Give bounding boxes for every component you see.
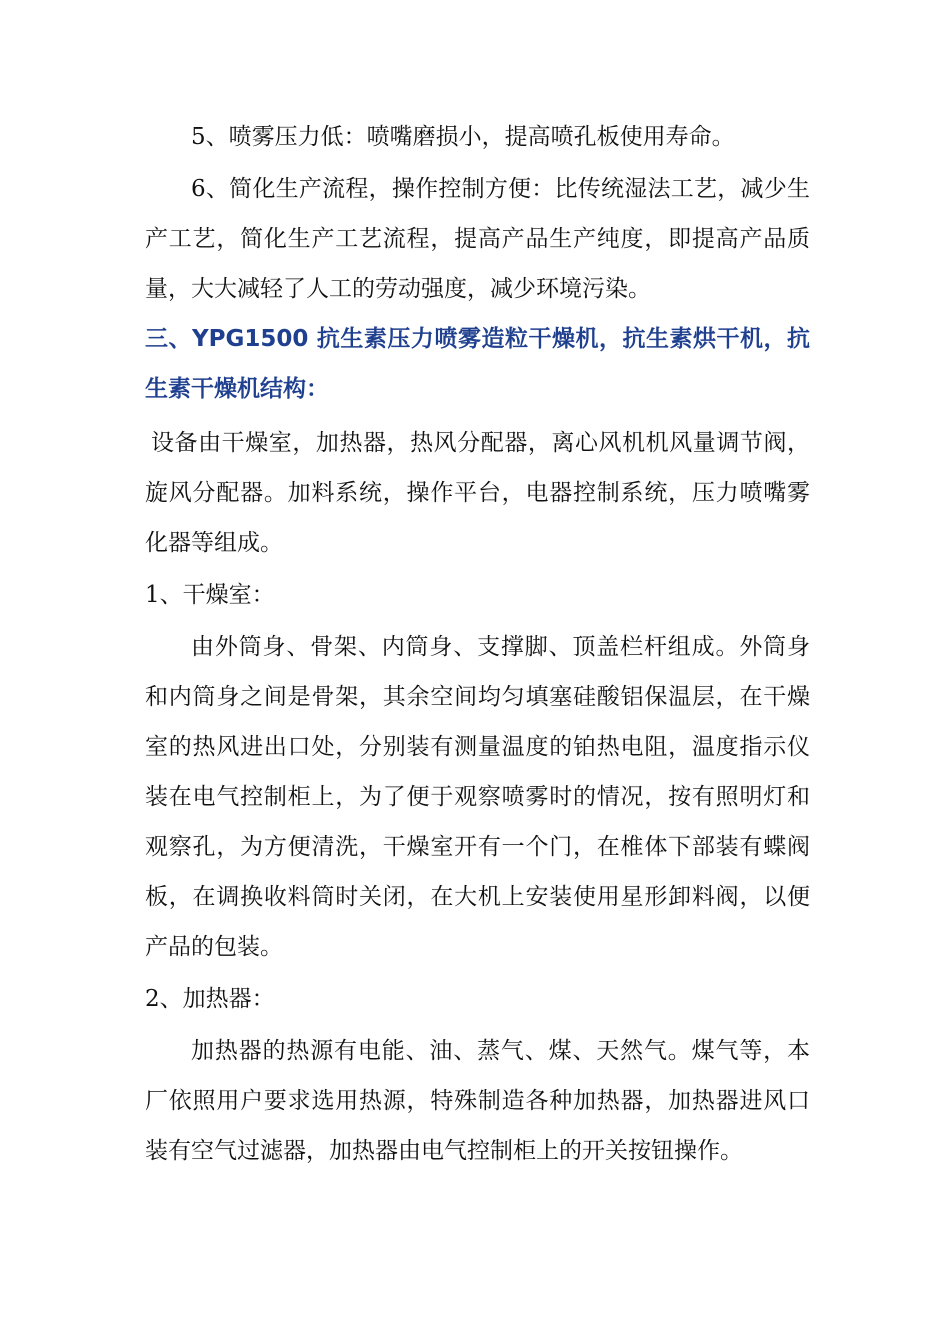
subsection-title-heater: 2、加热器： [145,986,275,1012]
paragraph-item-5: 5、喷雾压力低：喷嘴磨损小，提高喷孔板使用寿命。 [191,124,735,150]
heater-paragraph: 加热器的热源有电能、油、蒸气、煤、天然气。煤气等，本厂依照用户要求选用热源，特殊制造各种加热器，加热器进风口装有空气过滤器，加热器由电气控制柜上的开关按钮操作。 [145,1038,810,1164]
paragraph-item-6: 6、简化生产流程，操作控制方便：比传统湿法工艺，减少生产工艺，简化生产工艺流程，提高产品生产纯度，即提高产品质量，大大减轻了人工的劳动强度，减少环境污染。 [145,176,810,302]
structure-intro-paragraph: 设备由干燥室，加热器，热风分配器，离心风机机风量调节阀，旋风分配器。加料系统，操作平台，电器控制系统，压力喷嘴雾化器等组成。 [145,430,810,556]
document-page [145,112,810,1176]
drying-chamber-paragraph: 由外筒身、骨架、内筒身、支撑脚、顶盖栏杆组成。外筒身和内筒身之间是骨架，其余空间均匀填塞硅酸铝保温层，在干燥室的热风进出口处，分别装有测量温度的铂热电阻，温度指示仪装在电气控制柜上，为了便于观察喷雾时的情况，按有照明灯和观察孔，为方便清洗，干燥室开有一个门，在椎体下部装有蝶阀板，在调换收料筒时关闭，在大机上安装使用星形卸料阀，以便产品的包装。 [145,634,810,960]
subsection-title-drying-chamber: 1、干燥室： [145,582,275,608]
section-heading: 三、YPG1500 抗生素压力喷雾造粒干燥机，抗生素烘干机，抗生素干燥机结构： [145,326,810,402]
